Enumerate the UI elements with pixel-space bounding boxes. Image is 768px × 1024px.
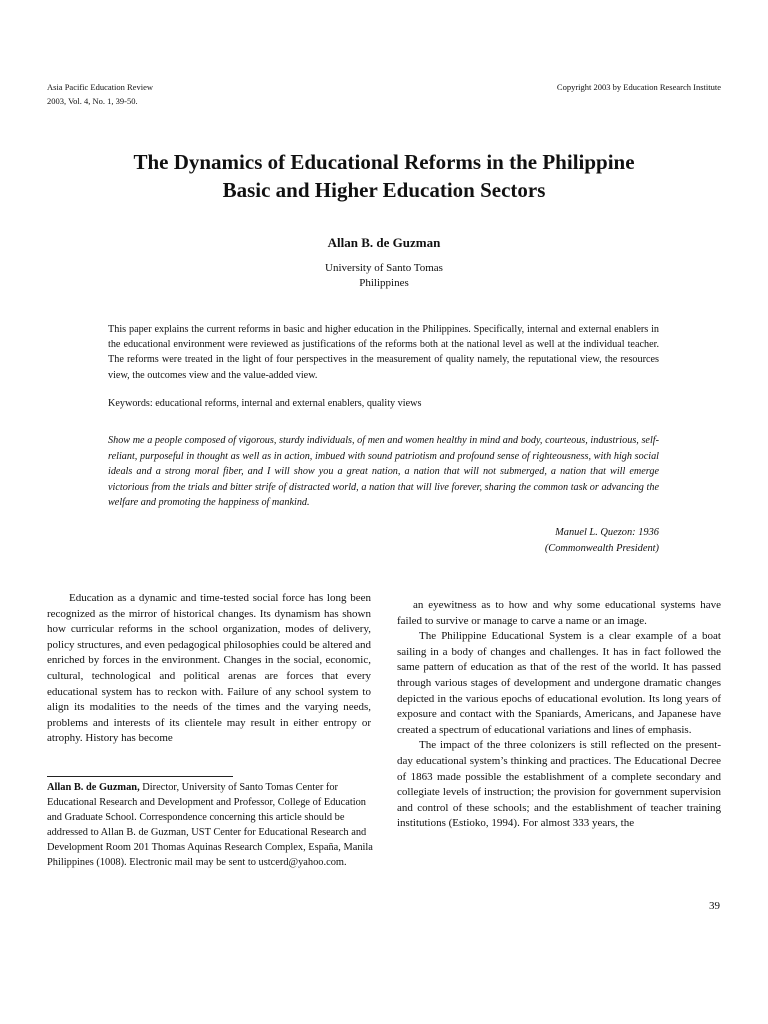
epigraph-author-title: (Commonwealth President) xyxy=(544,542,659,554)
journal-citation: 2003, Vol. 4, No. 1, 39-50. xyxy=(47,96,138,106)
body-paragraph-continuation: an eyewitness as to how and why some educational systems have failed to survive or manage to carve a name or an image. xyxy=(397,599,721,627)
epigraph-attribution xyxy=(545,525,659,556)
paper-title-line1: The Dynamics of Educational Reforms in the Philippine xyxy=(133,150,635,174)
journal-name: Asia Pacific Education Review xyxy=(47,82,153,92)
epigraph-quote: Show me a people composed of vigorous, sturdy individuals, of men and women healthy in mind and body, courteous, industrious, self-reliant, purposeful in thought as well as in action, imbued with sound patriotism and profound sense of righteousness, with high social ideals and a strong moral fiber, and I will show you a great nation, a nation that will not submerged, a nation that will emerge victorious from the trials and bitter strife of distracted world, a nation that will live forever, sharing the common task or advancing the welfare and promoting the happiness of mankind. xyxy=(108,435,659,508)
body-paragraph: The Philippine Educational System is a clear example of a boat sailing in a body of changes and challenges. It has in fact followed the same pattern of education as that of the rest of the world. It has passed through various stages of development and undergone dramatic changes depicted in the various epochs of educational evolution. Its long years of exposure and contact with the Spaniards, Americans, and Japanese have created a spectrum of educational variations and lines of emphasis. xyxy=(397,630,721,736)
body-paragraph: The impact of the three colonizers is still reflected on the present-day educational system’s thinking and practices. The Educational Decree of 1863 made possible the establishment of a complete secondary and collegiate levels of instruction; the provision for government supervision and control of these schools; and the establishment of teacher training institutions (Estioko, 1994). For almost 333 years, the xyxy=(397,739,721,830)
author-name: Allan B. de Guzman xyxy=(327,235,441,250)
epigraph-author: Manuel L. Quezon: 1936 xyxy=(555,527,659,538)
copyright-notice: Copyright 2003 by Education Research Institute xyxy=(556,82,721,92)
affiliation-country: Philippines xyxy=(359,277,409,289)
body-column-right xyxy=(397,598,721,832)
abstract: This paper explains the current reforms in basic and higher education in the Philippines. Specifically, internal and external enablers in the educational environment were reviewed as justifications of the reforms both at the national level as well at the individual teacher. The reforms were treated in the light of four perspectives in the measurement of quality namely, the reputational view, the resources view, the outcomes view and the value-added view. xyxy=(108,324,659,381)
footnote-text: Director, University of Santo Tomas Center for Educational Research and Development and Professor, College of Education and Graduate School. Correspondence concerning this article should be addressed to Allan B. de Guzman, UST Center for Educational Research and Development Room 201 Thomas Aquinas Research Complex, España, Manila Philippines (1008). Electronic mail may be sent to ustcerd@yahoo.com. xyxy=(47,782,373,868)
keywords: Keywords: educational reforms, internal and external enablers, quality views xyxy=(108,398,422,409)
body-paragraph: Education as a dynamic and time-tested social force has long been recognized as the mirror of historical changes. Its dynamism has shown how curricular reforms in the school organization, modes of delivery, policy structures, and even pedagogical philosophies could be altered and enriched by forces in the environment. Changes in the social, economic, cultural, technological and political arenas are forces that every educational system has to reckon with. Failure of any school system to align its modalities to the needs of the times and the varying needs, problems and interests of its clientele may result in either entropy or atrophy. History has become xyxy=(47,592,371,745)
page-number: 39 xyxy=(709,900,720,912)
body-column-left xyxy=(47,591,371,747)
paper-title xyxy=(40,148,728,204)
running-header-left xyxy=(47,80,153,108)
footnote-author-name: Allan B. de Guzman, xyxy=(47,782,140,793)
paper-title-line2: Basic and Higher Education Sectors xyxy=(222,178,546,202)
running-header-right xyxy=(557,80,721,94)
author-footnote xyxy=(47,780,377,870)
author-affiliation xyxy=(0,261,768,291)
affiliation-university: University of Santo Tomas xyxy=(325,262,443,274)
footnote-divider xyxy=(47,776,233,777)
